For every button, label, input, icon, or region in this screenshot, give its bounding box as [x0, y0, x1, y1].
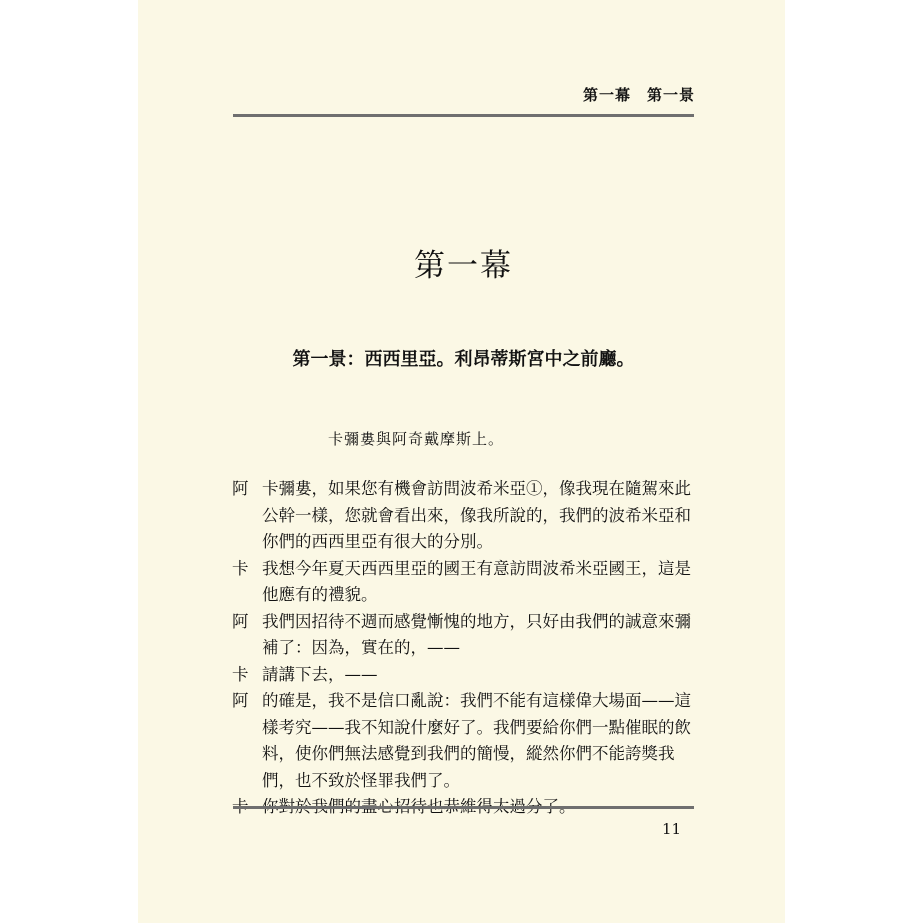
page-number: 11 — [662, 820, 682, 838]
speech-text — [262, 609, 694, 662]
speech-line: 的確是，我不是信口亂說：我們不能有這樣偉大場面——這 — [262, 691, 691, 710]
speech-line: 料，使你們無法感覺到我們的簡慢，縱然你們不能誇獎我 — [262, 744, 675, 763]
speaker-label: 阿 — [232, 691, 249, 710]
running-head: 第一幕 第一景 — [582, 86, 695, 104]
speech-line: 他應有的禮貌。 — [262, 585, 378, 604]
speech-block — [232, 476, 694, 556]
act-title: 第一幕 — [414, 248, 513, 284]
header-rule — [233, 114, 694, 117]
stage-direction: 卡彌婁與阿奇戴摩斯上。 — [328, 430, 505, 448]
speech-text — [262, 476, 694, 556]
speaker-label: 卡 — [232, 558, 249, 578]
speech-line: 你們的西西里亞有很大的分別。 — [262, 532, 493, 551]
footer-rule — [233, 806, 694, 809]
speech-line: 們，也不致於怪罪我們了。 — [262, 770, 460, 790]
speech-line: 補了：因為，實在的，—— — [262, 638, 460, 657]
speech-block — [232, 662, 694, 689]
speech-text — [262, 662, 694, 689]
speech-text — [262, 556, 694, 609]
speech-line: 我想今年夏天西西里亞的國王有意訪問波希米亞國王，這是 — [262, 558, 691, 578]
speech-line: 請講下去，—— — [262, 664, 378, 684]
speech-line: 公幹一樣，您就會看出來，像我所說的，我們的波希米亞和 — [262, 505, 691, 525]
speech-line: 我們因招待不週而感覺慚愧的地方，只好由我們的誠意來彌 — [262, 611, 691, 631]
speaker-label: 阿 — [232, 479, 249, 498]
scene-title: 第一景：西西里亞。利昂蒂斯宮中之前廳。 — [292, 349, 635, 370]
speech-block — [232, 688, 694, 794]
speech-block — [232, 609, 694, 662]
speaker-label: 阿 — [232, 611, 249, 631]
speech-block — [232, 556, 694, 609]
speech-line: 卡彌婁，如果您有機會訪問波希米亞①，像我現在隨駕來此 — [262, 479, 691, 498]
speaker-label: 卡 — [232, 664, 249, 684]
dialogue — [232, 476, 694, 821]
speech-text — [262, 688, 694, 794]
speech-line: 樣考究——我不知說什麼好了。我們要給你們一點催眠的飲 — [262, 717, 691, 737]
